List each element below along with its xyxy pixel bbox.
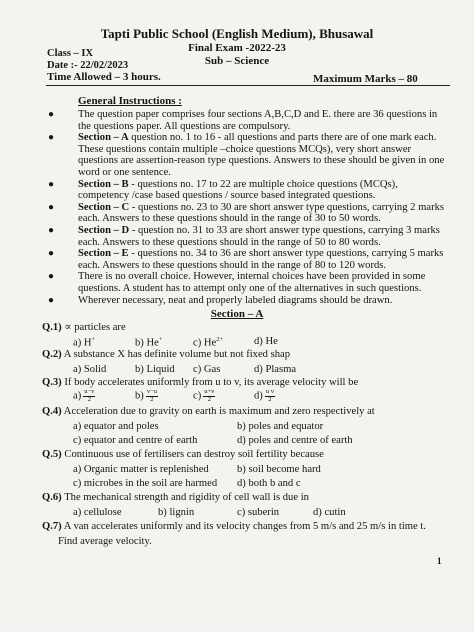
q1-option-c: c) $He^{2+}$ (193, 336, 224, 349)
q2-option-d: d) Plasma (254, 364, 297, 375)
instruction-item: ● Wherever necessary, neat and properly labeled diagrams should be drawn. (48, 294, 393, 306)
question-4: Q.4) Acceleration due to gravity on earth is maximum and zero respectively at (42, 406, 375, 417)
q6-option-a: a) cellulose (73, 507, 122, 518)
instruction-item: ● Section – A question no. 1 to 16 - all questions and parts there are of one mark each. These questions contain multiple –choice questions MCQs), very short answer questions are assertion-reason type questions. Answers to these should be given in one word or one sentence. (48, 132, 445, 178)
instruction-item: ● There is no overall choice. However, internal choices have been provided in some questions. A student has to attempt only one of the alternatives in such questions. (48, 271, 426, 294)
question-6: Q.6) The mechanical strength and rigidity of cell wall is due in (42, 492, 309, 503)
instruction-item: ● Section – B - questions no. 17 to 22 are multiple choice questions (MCQs), competency /case based questions / source based integrated questions. (48, 178, 398, 202)
question-3: Q.3) If body accelerates uniformly from u to v, its average velocity will be (42, 377, 359, 388)
q6-option-b: b) lignin (158, 507, 195, 518)
q6-option-c: c) suberin (237, 507, 280, 518)
instruction-item: ● Section – C - questions no. 23 to 30 are short answer type questions, carrying 2 marks each. Answers to these questions should in the range of 30 to 50 words. (48, 201, 445, 225)
time-allowed: Time Allowed – 3 hours. (47, 71, 161, 83)
question-2: Q.2) A substance X has definite volume but not fixed shap (42, 349, 291, 360)
q1-option-b: b) He+ (135, 336, 163, 349)
bullet-icon: ● (48, 201, 55, 213)
q2-option-c: c) Gas (193, 364, 221, 375)
question-5: Q.5) Continuous use of fertilisers can destroy soil fertility because (42, 449, 324, 460)
instruction-item: ● Section – E - questions no. 34 to 36 are short answer type questions, carrying 5 marks each. Answers to these questions should in the range of 80 to 120 words. (48, 248, 444, 271)
bullet-icon: ● (48, 109, 55, 120)
bullet-icon: ● (48, 224, 55, 236)
q6-option-d: d) cutin (313, 507, 346, 518)
exam-date: Date :- 22/02/2023 (47, 60, 129, 71)
q3-option-b: b) $\frac{v-u}{2}$ (135, 388, 157, 403)
bullet-icon: ● (48, 132, 55, 144)
exam-title: Final Exam -2022-23 (188, 42, 286, 54)
q5-option-d: d) both b and c (237, 478, 301, 489)
fraction: $\frac{\text{u v}}{2}$ (265, 388, 274, 403)
subject: Sub – Science (204, 55, 270, 67)
q3-option-a: a) $\frac{u-v}{2}$ (73, 388, 95, 403)
maximum-marks: Maximum Marks – 80 (313, 73, 418, 85)
q5-option-b: b) soil become hard (237, 464, 321, 475)
q5-option-a: a) Organic matter is replenished (73, 464, 209, 475)
q1-option-d: d) He (254, 336, 278, 347)
q5-option-c: c) microbes in the soil are harmed (73, 478, 218, 489)
q3-option-c: c) $\frac{u+v}{2}$ (193, 388, 215, 403)
class-label: Class – IX (47, 48, 94, 59)
q3-option-d: d) $\frac{\text{u v}}{2}$ (254, 388, 274, 403)
q4-option-c: c) equator and centre of earth (73, 435, 198, 446)
question-7: Q.7) A van accelerates uniformly and its velocity changes from 5 m/s and 25 m/s in time t. (42, 521, 426, 532)
q2-option-b: b) Liquid (135, 364, 175, 375)
question-7-continued: Find average velocity. (58, 536, 152, 547)
question-1: Q.1) ∝ particles are (42, 322, 126, 333)
q4-option-d: d) poles and centre of earth (237, 435, 353, 446)
page-number: 1 (437, 556, 442, 566)
header-rule (46, 85, 450, 86)
bullet-icon: ● (48, 271, 55, 283)
section-a-title: Section – A (210, 308, 264, 320)
instruction-item: ● The question paper comprises four sections A,B,C,D and E. there are 36 questions in the questions paper. All questions are compulsory. (48, 109, 438, 132)
bullet-icon: ● (48, 248, 55, 260)
fraction: $\frac{v-u}{2}$ (146, 388, 157, 403)
bullet-icon: ● (48, 294, 55, 306)
q4-option-a: a) equator and poles (73, 421, 159, 432)
q2-option-a: a) Solid (73, 364, 107, 375)
instructions-heading: General Instructions : (78, 95, 182, 107)
q4-option-b: b) poles and equator (237, 421, 324, 432)
q1-option-a: a) H+ (73, 336, 96, 349)
fraction: $\frac{u-v}{2}$ (84, 388, 95, 403)
instruction-item: ● Section – D - question no. 31 to 33 are short answer type questions, carrying 3 marks each. Answers to these questions should in the range of 50 to 80 words. (48, 224, 440, 248)
bullet-icon: ● (48, 178, 55, 190)
school-name: Tapti Public School (English Medium), Bhusawal (100, 26, 374, 41)
fraction: $\frac{u+v}{2}$ (204, 388, 215, 403)
instructions-list (48, 109, 450, 306)
